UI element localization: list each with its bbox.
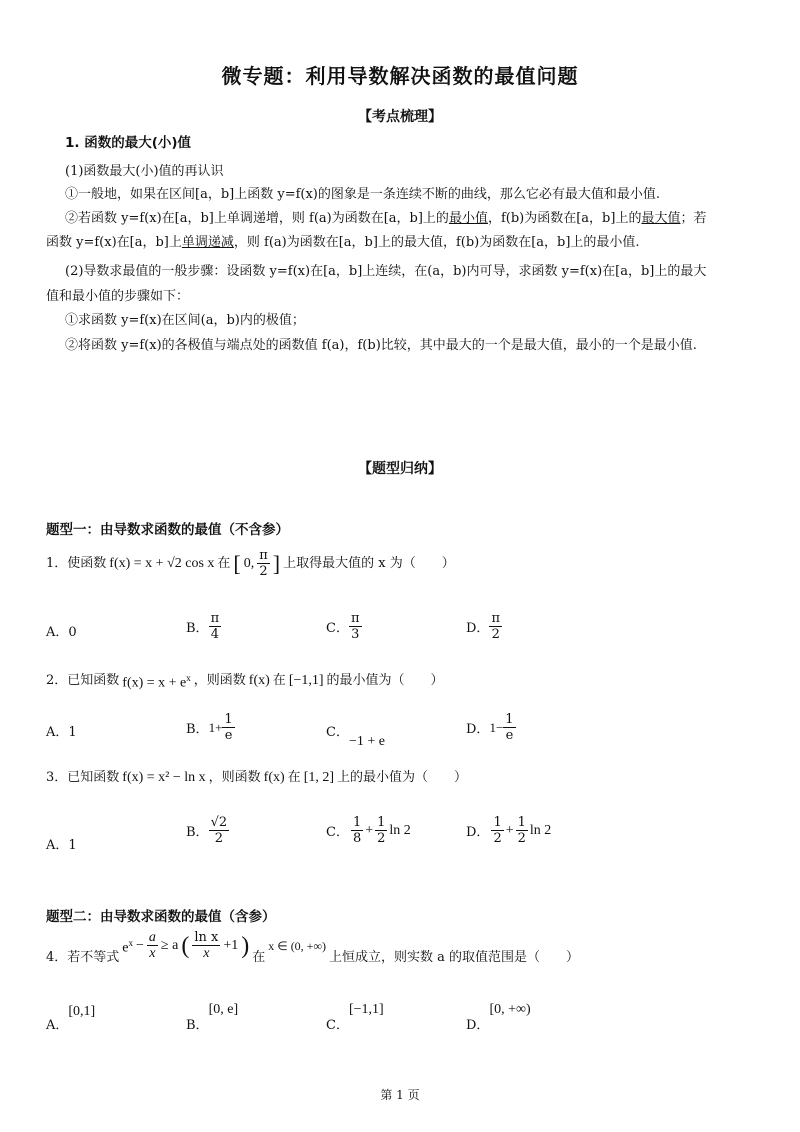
page-number: 第 1 页	[380, 1088, 420, 1102]
knowledge-line: ②将函数 y=f(x)的各极值与端点处的函数值 f(a)，f(b)比较，其中最大的一个是最大值，最小的一个是最小值.	[65, 338, 697, 353]
page-title: 微专题：利用导数解决函数的最值问题	[221, 64, 579, 88]
question-3: 3．已知函数 f(x) = x² − ln x ，则函数 f(x) 在 [1, 2] 上的最小值为（ ）	[46, 768, 467, 788]
question-4: 4．若不等式 $e^x$ − $\frac{a}{x}$ ≥ a ( $\frac{\text{ln x}}{x}$ +1 ) 在 x ∈ (0, +∞) 上恒成立，则实数 a 的取值范围是（ ）	[46, 930, 580, 965]
q1-option-a: A．0	[46, 625, 77, 640]
underlined-term: 最小值	[448, 211, 488, 226]
section-heading-types: 【题型归纳】	[358, 461, 442, 477]
knowledge-line: (2)导数求最值的一般步骤：设函数 y=f(x)在[a，b]上连续，在(a，b)内可导，求函数 y=f(x)在[a，b]上的最大	[65, 264, 707, 279]
q2-option-a: A．1	[46, 725, 77, 740]
underlined-term: 最大值	[641, 211, 681, 226]
knowledge-line: ②若函数 y=f(x)在[a，b]上单调递增，则 f(a)为函数在[a，b]上的最小值，f(b)为函数在[a，b]上的最大值；若	[65, 211, 707, 226]
type-heading-1: 题型一：由导数求函数的最值（不含参）	[46, 522, 289, 538]
knowledge-heading: 1. 函数的最大(小)值	[65, 135, 192, 151]
q1-option-b: B． $\frac{\pi}{4}$	[186, 611, 220, 642]
knowledge-line: 函数 y=f(x)在[a，b]上单调递减，则 f(a)为函数在[a，b]上的最大值，f(b)为函数在[a，b]上的最小值.	[46, 235, 640, 250]
section-heading-review: 【考点梳理】	[358, 109, 442, 125]
q4-option-b: B．[0, e]	[186, 1002, 239, 1033]
q2-option-d: D． 1− $\frac{1}{e}$	[466, 712, 514, 743]
knowledge-subheading: (1)函数最大(小)值的再认识	[65, 164, 224, 179]
q3-option-a: A．1	[46, 838, 77, 853]
q4-option-a: A．[0,1]	[46, 1004, 96, 1033]
q2-option-c: C． −1 + e	[326, 725, 385, 749]
question-1: 1．使函数 f(x) = x + √2 cos x 在 [ 0, $\frac{\pi}{2}$ ] 上取得最大值的 x 为（ ）	[46, 548, 455, 579]
knowledge-line: ①一般地，如果在区间[a，b]上函数 y=f(x)的图象是一条连续不断的曲线，那么它必有最大值和最小值.	[65, 187, 661, 202]
q3-function: f(x) = x² − ln x	[122, 770, 206, 785]
knowledge-line: ①求函数 y=f(x)在区间(a，b)内的极值；	[65, 313, 305, 328]
q1-option-c: C． $\frac{\pi}{3}$	[326, 611, 360, 642]
underlined-term: 单调递减	[181, 235, 234, 250]
q2-function: $f(x) = x + e^x$	[122, 673, 191, 691]
q1-option-d: D． $\frac{\pi}{2}$	[466, 611, 500, 642]
question-2: 2．已知函数 $f(x) = x + e^x$ ，则函数 f(x) 在 [−1,1] 的最小值为（ ）	[46, 668, 444, 694]
q2-option-b: B． 1+ $\frac{1}{e}$	[186, 712, 233, 743]
type-heading-2: 题型二：由导数求函数的最值（含参）	[46, 909, 276, 925]
q3-option-d: D． $\frac{1}{2}$ + $\frac{1}{2}$ ln 2	[466, 815, 552, 846]
knowledge-line: 值和最小值的步骤如下：	[46, 289, 190, 304]
q1-function: f(x) = x + √2 cos x	[109, 555, 215, 571]
q3-option-c: C． $\frac{1}{8}$ + $\frac{1}{2}$ ln 2	[326, 815, 411, 846]
q4-option-c: C．[−1,1]	[326, 1002, 384, 1033]
q3-option-b: B． $\frac{√2}{2}$	[186, 815, 228, 846]
q4-option-d: D．[0, +∞)	[466, 1002, 531, 1033]
